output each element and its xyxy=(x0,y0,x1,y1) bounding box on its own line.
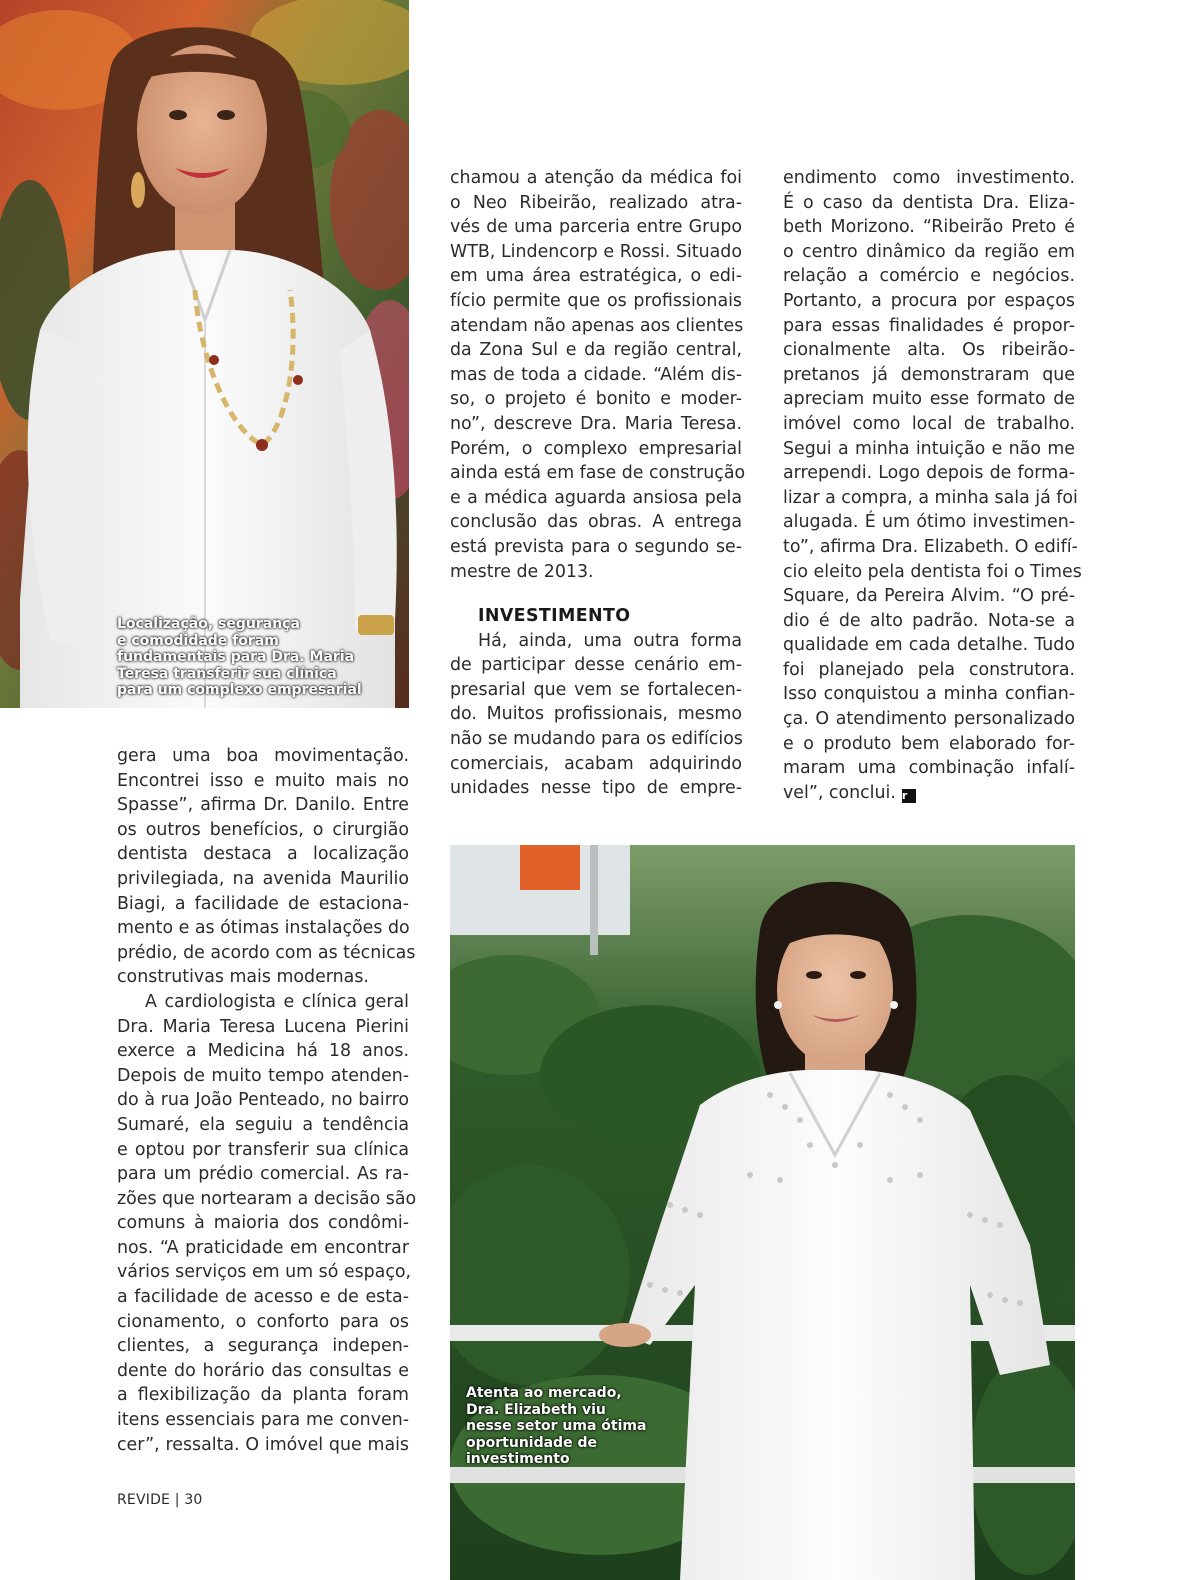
text-line: to”, afirma Dra. Elizabeth. O edifí- xyxy=(783,536,1078,557)
caption-line: fundamentais para Dra. Maria xyxy=(117,649,355,665)
text-line: Segui a minha intuição e não me xyxy=(783,438,1075,459)
text-line: Square, da Pereira Alvim. “O pré- xyxy=(783,586,1075,607)
text-line: clientes, a segurança indepen- xyxy=(117,1336,409,1357)
text-line: É o caso da dentista Dra. Eliza- xyxy=(783,192,1075,213)
text-line: chamou a atenção da médica foi xyxy=(450,168,742,188)
text-line: Portanto, a procura por espaços xyxy=(783,290,1075,311)
text-line: atendam não apenas aos clientes xyxy=(450,315,744,336)
text-line: Encontrei isso e muito mais no xyxy=(117,770,409,791)
text-line: o centro dinâmico da região em xyxy=(783,241,1075,262)
text-line: mento e as ótimas instalações do xyxy=(117,918,410,939)
text-line: dente do horário das consultas e xyxy=(117,1360,409,1381)
caption-line: Localização, segurança xyxy=(117,616,300,632)
photo-dra-maria-teresa-image xyxy=(0,0,409,708)
text-line: Porém, o complexo empresarial xyxy=(450,438,742,459)
text-line: a flexibilização da planta foram xyxy=(117,1385,409,1406)
text-line: não se mudando para os edifícios xyxy=(450,729,743,750)
text-line: o Neo Ribeirão, realizado atra- xyxy=(450,192,742,213)
text-line: so, o projeto é bonito e moder- xyxy=(450,389,742,410)
text-line: vários serviços em um só espaço, xyxy=(117,1262,412,1283)
text-line: mestre de 2013. xyxy=(450,561,594,582)
text-line: itens essenciais para me conven- xyxy=(117,1410,409,1431)
caption-line: nesse setor uma ótima xyxy=(466,1418,647,1434)
text-line: pretanos já demonstraram que xyxy=(783,364,1075,385)
text-line: Há, ainda, uma outra forma xyxy=(478,630,742,651)
end-of-article-mark: r xyxy=(902,789,916,803)
text-line: apreciam muito esse formato de xyxy=(783,389,1075,410)
text-line: arrependi. Logo depois de forma- xyxy=(783,463,1075,484)
text-line: e a médica aguarda ansiosa pela xyxy=(450,487,742,508)
caption-line: Dra. Elizabeth viu xyxy=(466,1401,606,1418)
text-line: ainda está em fase de construção xyxy=(450,463,746,484)
text-line: mas de toda a cidade. “Além dis- xyxy=(450,364,742,385)
text-line: para um prédio comercial. As ra- xyxy=(117,1164,409,1185)
text-line: ça. O atendimento personalizado xyxy=(783,709,1075,730)
caption-line: investimento xyxy=(466,1451,570,1467)
text-line: beth Morizono. “Ribeirão Preto é xyxy=(783,217,1075,238)
text-line: os outros benefícios, o cirurgião xyxy=(117,819,409,840)
article-column-left xyxy=(117,744,417,1457)
text-line-final xyxy=(783,781,1075,806)
text-line: Isso conquistou a minha confian- xyxy=(783,684,1075,705)
text-line: do à rua João Penteado, no bairro xyxy=(117,1090,409,1111)
text-line: dentista destaca a localização xyxy=(117,844,409,865)
text-line: alugada. É um ótimo investimen- xyxy=(783,512,1075,533)
page-footer: REVIDE | 30 xyxy=(117,1492,203,1508)
text-line: de participar desse cenário em- xyxy=(450,655,742,676)
text-line: Dra. Maria Teresa Lucena Pierini xyxy=(117,1016,409,1037)
article-column-right xyxy=(783,166,1082,805)
text-line: A cardiologista e clínica geral xyxy=(145,991,409,1012)
photo-dra-elizabeth xyxy=(450,845,1075,1580)
text-line: em uma área estratégica, o edi- xyxy=(450,266,742,287)
text-line: cer”, ressalta. O imóvel que mais xyxy=(117,1434,409,1455)
text-line: gera uma boa movimentação. xyxy=(117,746,409,766)
text-line: do. Muitos profissionais, mesmo xyxy=(450,704,742,725)
text-line: Biagi, a facilidade de estaciona- xyxy=(117,893,409,914)
caption-line: e comodidade foram xyxy=(117,632,279,649)
caption-line: para um complexo empresarial xyxy=(117,682,362,698)
text-line: prédio, de acordo com as técnicas xyxy=(117,942,416,963)
section-heading-investimento: INVESTIMENTO xyxy=(478,606,631,627)
text-line: Depois de muito tempo atenden- xyxy=(117,1065,409,1086)
article-column-middle xyxy=(450,166,746,801)
text-line: conclusão das obras. A entrega xyxy=(450,512,742,533)
text-line: unidades nesse tipo de empre- xyxy=(450,778,742,799)
text-line: está prevista para o segundo se- xyxy=(450,536,742,557)
caption-line: Teresa transferir sua clínica xyxy=(117,665,337,682)
text-line: privilegiada, na avenida Maurilio xyxy=(117,868,409,889)
text-line: comuns à maioria dos condômi- xyxy=(117,1213,409,1234)
text-line: imóvel como local de trabalho. xyxy=(783,413,1075,434)
text-line: construtivas mais modernas. xyxy=(117,967,369,988)
text-line: fício permite que os profissionais xyxy=(450,290,742,311)
text-line: vés de uma parceria entre Grupo xyxy=(450,217,742,238)
text-line: Sumaré, ela seguiu a tendência xyxy=(117,1114,409,1135)
text-line: relação a comércio e negócios. xyxy=(783,266,1075,287)
text-line: presarial que vem se fortalecen- xyxy=(450,679,742,700)
photo-dra-maria-teresa xyxy=(0,0,409,708)
text-line: a facilidade de acesso e de esta- xyxy=(117,1287,409,1308)
text-line: comerciais, acabam adquirindo xyxy=(450,753,742,774)
text-line: maram uma combinação infalí- xyxy=(783,758,1075,779)
caption-line: Atenta ao mercado, xyxy=(466,1385,622,1401)
text-line: WTB, Lindencorp e Rossi. Situado xyxy=(450,241,742,262)
text-line: da Zona Sul e da região central, xyxy=(450,340,742,361)
text-line: qualidade em cada detalhe. Tudo xyxy=(783,635,1075,656)
text-line: foi planejado pela construtora. xyxy=(783,659,1075,680)
text-line: cionamento, o conforto para os xyxy=(117,1311,409,1332)
photo-caption-bottom xyxy=(466,1385,666,1468)
text-line: dio é de alto padrão. Nota-se a xyxy=(783,610,1075,631)
text-line: Spasse”, afirma Dr. Danilo. Entre xyxy=(117,795,409,816)
caption-line: oportunidade de xyxy=(466,1434,597,1451)
text-line: exerce a Medicina há 18 anos. xyxy=(117,1041,409,1062)
text-line: nos. “A praticidade em encontrar xyxy=(117,1237,409,1258)
text-line: cionalmente alta. Os ribeirão- xyxy=(783,340,1075,361)
text-line: zões que nortearam a decisão são xyxy=(117,1188,417,1209)
text-line: para essas finalidades é propor- xyxy=(783,315,1075,336)
photo-caption-top xyxy=(117,616,387,699)
text-line: endimento como investimento. xyxy=(783,168,1075,188)
text-line: e optou por transferir sua clínica xyxy=(117,1139,409,1160)
text-line: no”, descreve Dra. Maria Teresa. xyxy=(450,413,742,434)
text-line: cio eleito pela dentista foi o Times xyxy=(783,561,1082,582)
text-line: lizar a compra, a minha sala já foi xyxy=(783,487,1078,508)
text-line: vel”, conclui. xyxy=(783,782,896,803)
photo-dra-elizabeth-image xyxy=(450,845,1075,1580)
text-line: e o produto bem elaborado for- xyxy=(783,733,1075,754)
